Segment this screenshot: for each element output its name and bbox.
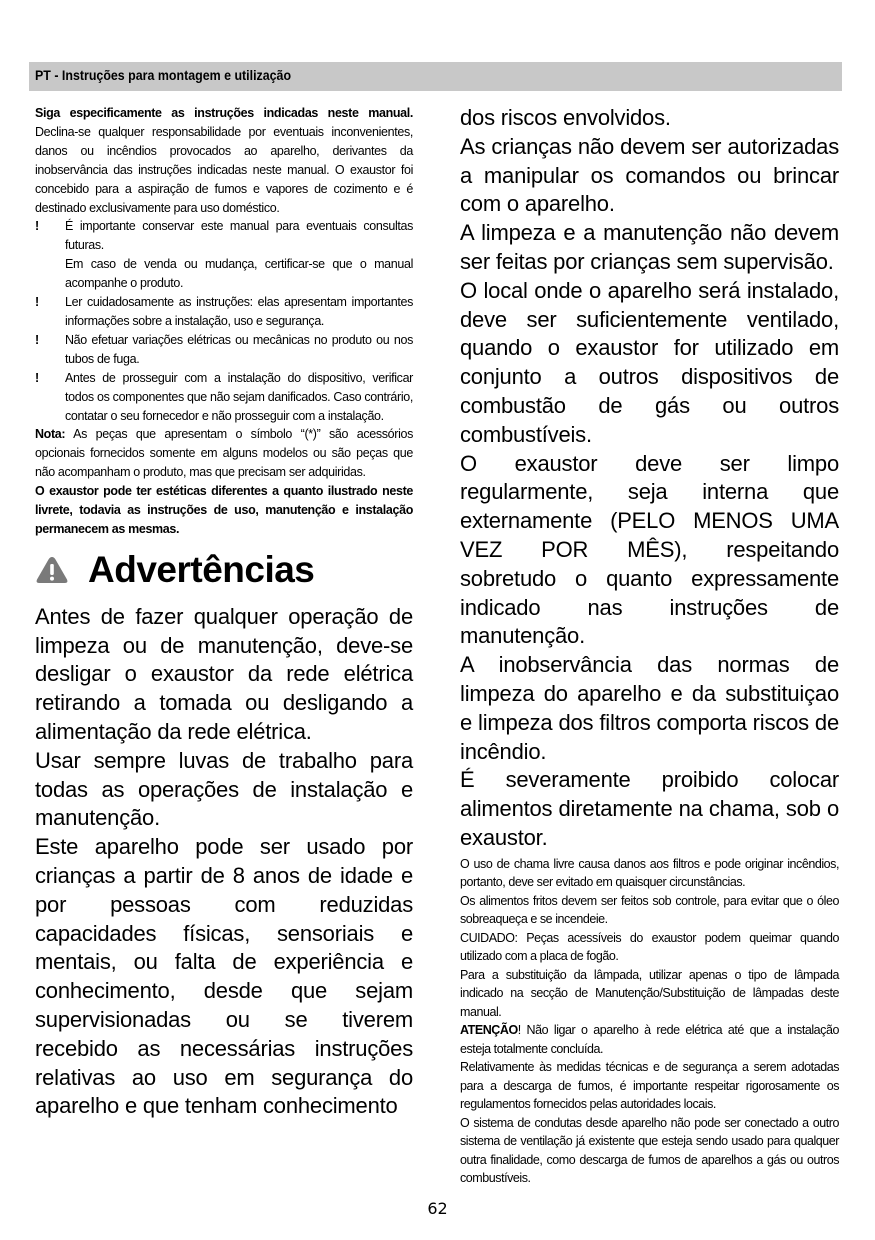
warning-paragraph: As crianças não devem ser autorizadas a manipular os comandos ou brincar com o aparelho. (460, 133, 839, 217)
warning-paragraph: A limpeza e a manutenção não devem ser feitas por crianças sem supervisão. (460, 220, 839, 274)
left-warnings (35, 603, 413, 1121)
small-paragraph: O uso de chama livre causa danos aos filtros e pode originar incêndios, portanto, deve ser evitado em quaisquer circunstâncias. (460, 856, 839, 890)
warning-paragraph: Usar sempre luvas de trabalho para todas as operações de instalação e manutenção. (35, 747, 413, 831)
warning-paragraph: O exaustor deve ser limpo regularmente, seja interna que externamente (PELO MENOS UMA VEZ POR MÊS), respeitando sobretudo o quanto expressamente indicado nas instruções de manutenção. (460, 450, 839, 649)
exclamation-icon: ! (35, 332, 39, 347)
warning-paragraph: É severamente proibido colocar alimentos diretamente na chama, sob o exaustor. (460, 767, 839, 850)
note-label: Nota: (35, 427, 66, 442)
section-heading (35, 547, 413, 595)
right-warnings (460, 104, 839, 853)
intro-paragraph (35, 104, 413, 217)
header-title: PT - Instruções para montagem e utilização (35, 68, 292, 83)
warning-paragraph: O local onde o aparelho será instalado, deve ser suficientemente ventilado, quando o exaustor for utilizado em conjunto a outros dispositivos de combustão de gás ou outros combustíveis. (460, 277, 839, 447)
exclamation-icon: ! (35, 219, 39, 234)
right-small-notes (460, 855, 839, 1188)
bullet-item (35, 217, 413, 293)
note-paragraph (35, 425, 413, 538)
small-paragraph: Relativamente às medidas técnicas e de segurança a serem adotadas para a descarga de fumos, é importante respeitar rigorosamente os regulamentos fornecidos pelas autoridades locais. (460, 1060, 839, 1112)
exclamation-icon: ! (35, 370, 39, 385)
exclamation-icon: ! (35, 295, 39, 310)
note-text: As peças que apresentam o símbolo “(*)” são acessórios opcionais fornecidos somente em alguns modelos ou são peças que não acompanham o produto, mas que precisam ser adquiridas. (35, 427, 413, 480)
warning-paragraph: Antes de fazer qualquer operação de limpeza ou de manutenção, deve-se desligar o exaustor da rede elétrica retirando a tomada ou desligando a alimentação da rede elétrica. (35, 603, 413, 745)
intro-bold-lead: Siga especificamente as instruções indicadas neste manual. (35, 106, 413, 120)
attention-text: ! Não ligar o aparelho à rede elétrica até que a instalação esteja totalmente concluída. (460, 1023, 839, 1056)
small-paragraph: Para a substituição da lâmpada, utilizar apenas o tipo de lâmpada indicado na secção de Manutenção/Substituição de lâmpadas deste manual. (460, 967, 839, 1019)
intro-text: Declina-se qualquer responsabilidade por eventuais inconvenientes, danos ou incêndios provocados ao aparelho, derivantes da inobservância das instruções indicadas neste manual. O exaustor foi concebido para a aspiração de fumos e vapores de cozimento e é destinado exclusivamente para uso doméstico. (35, 124, 413, 215)
small-paragraph: O sistema de condutas desde aparelho não pode ser conectado a outro sistema de ventilação já existente que esteja sendo usado para qualquer outra finalidade, como descarga de fumos de aparelhos a gás ou outros combustíveis. (460, 1115, 839, 1186)
warning-paragraph: Este aparelho pode ser usado por crianças a partir de 8 anos de idade e por pessoas com reduzidas capacidades físicas, sensoriais e mentais, ou falta de experiência e conhecimento, desde que sejam supervisionadas ou se tiverem recebido as necessárias instruções relativas ao uso em segurança do aparelho e que tenham conhecimento (35, 834, 413, 1119)
bullet-text: Ler cuidadosamente as instruções: elas apresentam importantes informações sobre a instalação, uso e segurança. (65, 295, 413, 328)
small-paragraph: Os alimentos fritos devem ser feitos sob controle, para evitar que o óleo sobreaqueça e se incendeie. (460, 893, 839, 927)
warning-paragraph: A inobservância das normas de limpeza do aparelho e da substituiçao e limpeza dos filtros comporta riscos de incêndio. (460, 652, 839, 764)
bullet-item (35, 331, 413, 369)
bullet-text: É importante conservar este manual para eventuais consultas futuras. (65, 219, 413, 253)
warning-paragraph: dos riscos envolvidos. (460, 105, 671, 130)
bold-note: O exaustor pode ter estéticas diferentes a quanto ilustrado neste livrete, todavia as instruções de uso, manutenção e instalação permanecem as mesmas. (35, 484, 413, 536)
bullet-extra: Em caso de venda ou mudança, certificar-se que o manual acompanhe o produto. (65, 257, 413, 291)
page-header (29, 62, 842, 91)
bullet-item (35, 369, 413, 426)
bullet-text: Não efetuar variações elétricas ou mecânicas no produto ou nos tubos de fuga. (65, 332, 413, 366)
left-column (35, 104, 413, 1121)
right-column (460, 104, 839, 1188)
attention-paragraph (460, 1021, 839, 1058)
page-number: 62 (427, 1199, 448, 1218)
bullet-text: Antes de prosseguir com a instalação do dispositivo, verificar todos os componentes que não sejam danificados. Caso contrário, contatar o seu fornecedor e não prosseguir com a instalação. (65, 370, 413, 423)
bullet-item (35, 293, 413, 331)
bullet-list (35, 217, 413, 425)
small-paragraph: CUIDADO: Peças acessíveis do exaustor podem queimar quando utilizado com a placa de fogão. (460, 930, 839, 964)
section-title: Advertências (88, 548, 315, 590)
attention-label: ATENÇÃO (460, 1023, 518, 1038)
warning-icon (35, 555, 69, 585)
